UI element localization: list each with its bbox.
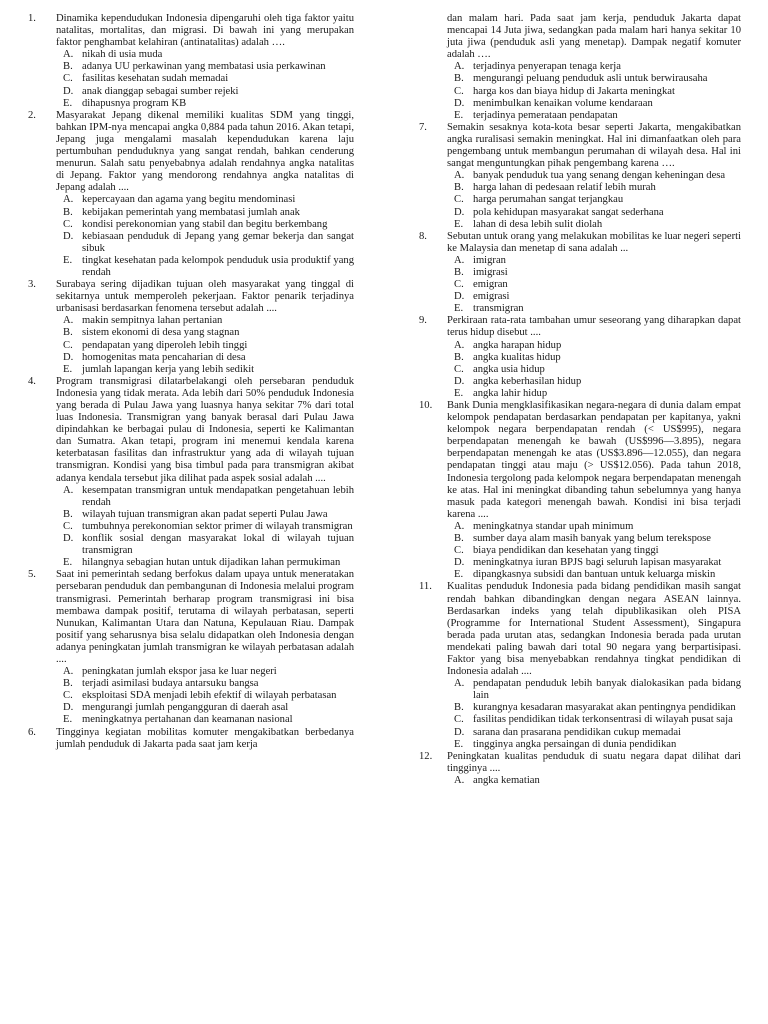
option-text: kebiasaan penduduk di Jepang yang gemar bekerja dan sangat sibuk [82, 230, 354, 254]
option-letter: E. [63, 254, 73, 266]
answer-option [447, 545, 741, 557]
option-text: angka kualitas hidup [473, 351, 561, 363]
option-text: jumlah lapangan kerja yang lebih sedikit [82, 363, 255, 375]
question-number: 10. [419, 400, 433, 411]
option-text: tingginya angka persaingan di dunia pendidikan [473, 738, 677, 750]
answer-option [56, 255, 354, 279]
option-letter: D. [63, 351, 74, 363]
option-text: mengurangi peluang penduduk asli untuk berwirausaha [473, 73, 708, 85]
option-text: kepercayaan dan agama yang begitu mendominasi [82, 194, 296, 206]
option-letter: D. [454, 557, 465, 569]
answer-option [447, 364, 741, 376]
option-text: dipangkasnya subsidi dan bantuan untuk keluarga miskin [473, 569, 716, 581]
option-letter: D. [63, 85, 74, 97]
option-letter: B. [454, 702, 464, 714]
option-letter: E. [454, 109, 464, 121]
question-number: 11. [419, 581, 432, 593]
option-text: wilayah tujuan transmigran akan padat seperti Pulau Jawa [82, 508, 328, 520]
option-letter: A. [63, 194, 74, 206]
answer-option [56, 352, 354, 364]
option-text: eksploitasi SDA menjadi lebih efektif di wilayah perbatasan [82, 690, 337, 702]
option-letter: D. [454, 726, 465, 738]
question-text: Masyarakat Jepang dikenal memiliki kualitas SDM yang tinggi, bahkan IPM-nya mencapai angka 0,884 pada tahun 2016. Akan tetapi, Jepang juga mengalami masalah kependudukan karena laju pertumbuhan penduduknya yang sangat rendah, bahkan cenderung menurun. Salah satu penyebabnya adalah rendahnya angka natalitas di Jepang. Faktor yang mendorong rendahnya angka natalitas di Jepang adalah .... [56, 109, 354, 194]
option-letter: C. [454, 85, 464, 97]
option-text: fasilitas pendidikan tidak terkonsentrasi di wilayah pusat saja [473, 714, 733, 726]
question-item [28, 110, 354, 279]
option-letter: B. [454, 351, 464, 363]
option-letter: A. [63, 666, 74, 678]
question-text: Tingginya kegiatan mobilitas komuter mengakibatkan berbedanya jumlah penduduk di Jakarta pada saat jam kerja [56, 726, 354, 750]
left-column [28, 13, 354, 751]
question-item [419, 400, 741, 581]
question-text: Sebutan untuk orang yang melakukan mobilitas ke luar negeri seperti ke Malaysia dan menetap di sana adalah ... [447, 230, 741, 254]
answer-option [56, 714, 354, 726]
option-letter: B. [63, 508, 73, 520]
option-letter: C. [63, 520, 73, 532]
answer-option [56, 485, 354, 509]
question-number: 9. [419, 315, 427, 327]
question-text: Peningkatan kualitas penduduk di suatu negara dapat dilihat dari tingginya .... [447, 750, 741, 774]
option-letter: A. [454, 774, 465, 786]
option-text: menimbulkan kenaikan volume kendaraan [473, 97, 653, 109]
answer-option [56, 86, 354, 98]
option-text: meningkatnya pertahanan dan keamanan nasional [82, 714, 293, 726]
option-text: banyak penduduk tua yang senang dengan keheningan desa [473, 170, 726, 182]
option-letter: D. [454, 375, 465, 387]
answer-option [56, 73, 354, 85]
option-letter: A. [454, 520, 465, 532]
answer-option [56, 521, 354, 533]
question-item [28, 376, 354, 570]
option-letter: D. [454, 291, 465, 303]
answer-option [447, 352, 741, 364]
option-letter: C. [454, 279, 464, 291]
option-text: mengurangi jumlah pengangguran di daerah asal [82, 702, 289, 714]
answer-option [56, 194, 354, 206]
question-number: 1. [28, 13, 36, 24]
option-text: angka kematian [473, 774, 540, 786]
option-text: kesempatan transmigran untuk mendapatkan pengetahuan lebih rendah [82, 484, 354, 508]
answer-option [447, 340, 741, 352]
option-letter: B. [63, 206, 73, 218]
answer-option [56, 509, 354, 521]
answer-option [447, 267, 741, 279]
answer-option [447, 533, 741, 545]
answer-option [447, 521, 741, 533]
answer-option [56, 690, 354, 702]
option-text: hilangnya sebagian hutan untuk dijadikan lahan permukiman [82, 557, 341, 569]
option-letter: B. [63, 327, 73, 339]
option-letter: A. [454, 339, 465, 351]
answer-option [447, 110, 741, 122]
option-text: sistem ekonomi di desa yang stagnan [82, 327, 240, 339]
question-text: Surabaya sering dijadikan tujuan oleh masyarakat yang tinggal di sekitarnya untuk memperoleh pekerjaan. Faktor penarik terjadinya urbanisasi berdasarkan fenomena tersebut adalah .... [56, 279, 354, 315]
option-text: lahan di desa lebih sulit diolah [473, 218, 603, 230]
option-letter: A. [454, 678, 465, 690]
option-text: fasilitas kesehatan sudah memadai [82, 73, 229, 85]
option-letter: A. [63, 484, 74, 496]
answer-option [56, 533, 354, 557]
option-text: sarana dan prasarana pendidikan cukup memadai [473, 726, 681, 738]
option-text: konflik sosial dengan masyarakat lokal di wilayah tujuan transmigran [82, 533, 354, 557]
option-text: terjadinya penyerapan tenaga kerja [473, 61, 621, 73]
option-text: angka lahir hidup [473, 387, 548, 399]
option-text: homogenitas mata pencaharian di desa [82, 351, 246, 363]
option-letter: D. [454, 97, 465, 109]
option-letter: B. [63, 678, 73, 690]
answer-option [56, 219, 354, 231]
question-text: Bank Dunia mengklasifikasikan negara-negara di dunia dalam empat kelompok pendapatan berdasarkan pendapatan per kapitanya, yakni kelompok negara berpendapatan rendah (< US$995), negara berpendapatan menengah ke bawah (US$996—3.895), negara berpendapatan menengah ke atas (US$3.896—12.055), dan negara pendapatan tinggi atau maju (> US$12.056). Pada tahun 2018, Indonesia tergolong pada kelompok negara berpendapatan menengah ke atas. Hal ini meningkat dibanding tahun sebelumnya yang hanya masuk pada kategori menengah bawah. Kondisi ini bisa terjadi karena .... [447, 400, 741, 520]
option-text: pendapatan penduduk lebih banyak dialokasikan pada bidang lain [473, 678, 741, 702]
option-text: emigran [473, 279, 508, 291]
question-number: 3. [28, 279, 36, 291]
answer-option [447, 86, 741, 98]
option-text: peningkatan jumlah ekspor jasa ke luar negeri [82, 666, 277, 678]
right-column [419, 13, 741, 787]
answer-option [447, 291, 741, 303]
question-number: 6. [28, 726, 36, 738]
answer-option [447, 219, 741, 231]
answer-option [447, 255, 741, 267]
question-number: 4. [28, 375, 36, 387]
option-text: imigrasi [473, 266, 508, 278]
option-letter: E. [454, 387, 464, 399]
answer-option [447, 739, 741, 751]
option-letter: E. [63, 714, 73, 726]
option-text: transmigran [473, 303, 524, 315]
option-text: angka usia hidup [473, 363, 545, 375]
option-letter: A. [454, 170, 465, 182]
option-text: anak dianggap sebagai sumber rejeki [82, 85, 239, 97]
answer-option [447, 194, 741, 206]
answer-option [447, 170, 741, 182]
answer-option [447, 727, 741, 739]
question-item [28, 13, 354, 110]
answer-option [56, 231, 354, 255]
option-letter: E. [63, 557, 73, 569]
question-item [419, 122, 741, 231]
answer-option [447, 98, 741, 110]
answer-option [56, 340, 354, 352]
question-text: Kualitas penduduk Indonesia pada bidang pendidikan masih sangat rendah bahkan dibandingkan dengan negara ASEAN lainnya. Berdasarkan indeks yang telah dipublikasikan oleh PISA (Programme for International Student Assessment), Singapura berada pada urutan atas, sedangkan Indonesia berada pada urutan mendekati paling bawah dari total 90 negara yang berpartisipasi. Faktor yang bisa menyebabkan rendahnya tingkat pendidikan di Indonesia adalah .... [447, 581, 741, 678]
question-text: Dinamika kependudukan Indonesia dipengaruhi oleh tiga faktor yaitu natalitas, mortalitas, dan migrasi. Di bawah ini yang merupakan faktor penghambat kelahiran (antinatalitas) adalah …. [56, 13, 354, 49]
option-text: harga lahan di pedesaan relatif lebih murah [473, 182, 656, 194]
answer-option [447, 569, 741, 581]
option-text: imigran [473, 254, 506, 266]
question-item [419, 13, 741, 122]
question-item [419, 581, 741, 750]
option-text: emigrasi [473, 291, 510, 303]
option-letter: B. [454, 182, 464, 194]
option-letter: D. [63, 230, 74, 242]
answer-option [447, 678, 741, 702]
answer-option [56, 49, 354, 61]
question-number: 8. [419, 230, 427, 242]
option-letter: E. [454, 569, 464, 581]
question-text: Saat ini pemerintah sedang berfokus dalam upaya untuk meneratakan persebaran penduduk dan pembangunan di Indonesia melalui program transmigrasi. Pemerintah berharap program transmigrasi ini bisa membawa dampak positif, terutama di wilayah perbatasan, seperti Nunukan, Kalimantan Utara dan Natuna, Kepulauan Riau. Dampak positif yang seharusnya bisa selalu didapatkan oleh Indonesia dengan adanya peningkatan jumlah transmigran ke wilayah perbatasan adalah .... [56, 569, 355, 665]
answer-option [447, 61, 741, 73]
option-text: tingkat kesehatan pada kelompok penduduk usia produktif yang rendah [82, 254, 354, 278]
answer-option [447, 207, 741, 219]
answer-option [447, 557, 741, 569]
option-text: pendapatan yang diperoleh lebih tinggi [82, 339, 248, 351]
option-text: meningkatnya iuran BPJS bagi seluruh lapisan masyarakat [473, 557, 722, 569]
option-letter: E. [454, 303, 464, 315]
question-item [419, 751, 741, 787]
option-text: adanya UU perkawinan yang membatasi usia perkawinan [82, 61, 326, 73]
option-letter: C. [454, 194, 464, 206]
option-letter: E. [63, 363, 73, 375]
option-text: angka keberhasilan hidup [473, 375, 582, 387]
question-text: Semakin sesaknya kota-kota besar seperti Jakarta, mengakibatkan angka ruralisasi semakin meningkat. Hal ini dimanfaatkan oleh para pengembang untuk membangun perumahan di wilayah desa. Hal ini sangat menguntungkan pihak pengembang karena …. [447, 121, 741, 170]
question-text: Program transmigrasi dilatarbelakangi oleh persebaran penduduk Indonesia yang tidak merata. Ada lebih dari 50% penduduk Indonesia yang berada di Pulau Jawa yang luasnya hanya sekitar 7% dari total luas Indonesia. Transmigran yang banyak berasal dari Pulau Jawa dipindahkan ke berbagai pulau di Indonesia, seperti ke Kalimantan dan Sumatra. Akan tetapi, program ini menemui kendala karena keterbatasan fasilitas dan infrastruktur yang ada di wilayah tujuan transmigran. Kondisi yang bisa timbul pada para transmigran akibat adanya kendala tersebut jika dilihat pada aspek sosial adalah .... [56, 375, 354, 484]
question-number: 12. [419, 750, 433, 762]
answer-option [447, 775, 741, 787]
option-letter: E. [454, 738, 464, 750]
option-letter: D. [63, 702, 74, 714]
option-text: kebijakan pemerintah yang membatasi jumlah anak [82, 206, 300, 218]
option-text: nikah di usia muda [82, 49, 163, 61]
option-letter: B. [454, 266, 464, 278]
answer-option [56, 315, 354, 327]
answer-option [447, 279, 741, 291]
answer-option [56, 702, 354, 714]
question-text: dan malam hari. Pada saat jam kerja, penduduk Jakarta dapat mencapai 14 Juta jiwa, sedangkan pada malam hari hanya sekitar 10 juta jiwa (penduduk asli yang menetap). Dampak negatif komuter adalah …. [447, 13, 741, 61]
answer-option [447, 388, 741, 400]
answer-option [447, 702, 741, 714]
question-number: 7. [419, 121, 427, 133]
question-item [28, 569, 354, 726]
option-letter: C. [454, 363, 464, 375]
option-text: meningkatnya standar upah minimum [473, 520, 634, 532]
option-text: sumber daya alam masih banyak yang belum terekspose [473, 533, 711, 545]
option-letter: C. [63, 690, 73, 702]
option-text: kondisi perekonomian yang stabil dan begitu berkembang [82, 218, 328, 230]
option-text: kurangnya kesadaran masyarakat akan pentingnya pendidikan [473, 702, 736, 714]
option-letter: B. [454, 73, 464, 85]
option-letter: A. [63, 49, 74, 61]
option-text: harga perumahan sangat terjangkau [473, 194, 624, 206]
answer-option [56, 327, 354, 339]
option-letter: C. [454, 714, 464, 726]
answer-option [447, 73, 741, 85]
option-letter: A. [63, 315, 74, 327]
option-letter: A. [454, 61, 465, 73]
answer-option [56, 207, 354, 219]
option-letter: C. [63, 339, 73, 351]
option-letter: A. [454, 254, 465, 266]
option-letter: C. [63, 218, 73, 230]
answer-option [56, 666, 354, 678]
question-text: Perkiraan rata-rata tambahan umur seseorang yang diharapkan dapat terus hidup disebut .... [447, 315, 741, 339]
option-text: pola kehidupan masyarakat sangat sederhana [473, 206, 664, 218]
option-text: makin sempitnya lahan pertanian [82, 315, 223, 327]
question-number: 2. [28, 109, 36, 121]
option-text: biaya pendidikan dan kesehatan yang tinggi [473, 545, 659, 557]
answer-option [447, 714, 741, 726]
option-letter: E. [454, 218, 464, 230]
option-text: terjadinya pemerataan pendapatan [473, 109, 618, 121]
option-text: tumbuhnya perekonomian sektor primer di wilayah transmigran [82, 520, 353, 532]
answer-option [56, 364, 354, 376]
option-letter: C. [63, 73, 73, 85]
option-letter: D. [454, 206, 465, 218]
option-text: harga kos dan biaya hidup di Jakarta meningkat [473, 85, 675, 97]
option-text: terjadi asimilasi budaya antarsuku bangsa [82, 678, 259, 690]
answer-option [56, 61, 354, 73]
option-text: angka harapan hidup [473, 339, 562, 351]
answer-option [447, 376, 741, 388]
answer-option [56, 678, 354, 690]
question-item [419, 231, 741, 316]
option-letter: E. [63, 97, 73, 109]
option-text: dihapusnya program KB [82, 97, 187, 109]
answer-option [56, 557, 354, 569]
answer-option [447, 182, 741, 194]
option-letter: D. [63, 533, 74, 545]
question-number: 5. [28, 569, 36, 581]
question-item [28, 279, 354, 376]
option-letter: B. [454, 533, 464, 545]
question-item [28, 727, 354, 751]
option-letter: C. [454, 545, 464, 557]
answer-option [447, 303, 741, 315]
option-letter: B. [63, 61, 73, 73]
answer-option [56, 98, 354, 110]
question-item [419, 315, 741, 400]
